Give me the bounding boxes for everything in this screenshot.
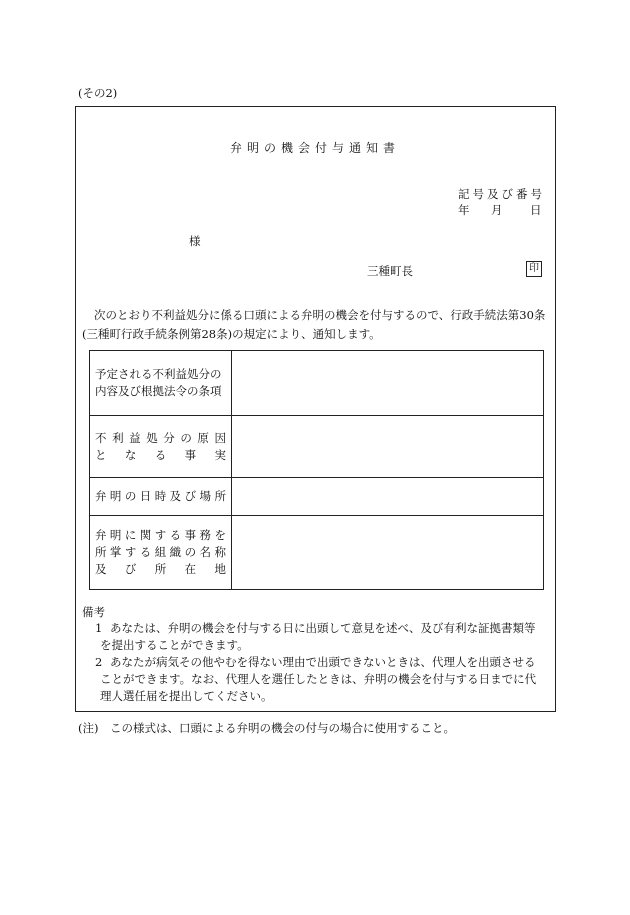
notes-heading: 備考 <box>82 605 105 619</box>
issuer-name: 三種町長 <box>367 264 413 278</box>
footnote: (注) この様式は、口頭による弁明の機会の付与の場合に使用すること。 <box>78 721 455 735</box>
table-row-cause-facts <box>90 415 543 477</box>
row-label-line: 予定される不利益処分の <box>95 367 222 381</box>
table-row-label <box>90 416 232 477</box>
date-day-label: 日 <box>530 203 542 217</box>
table-row-planned-disposition <box>90 351 543 415</box>
table-row-datetime-place <box>90 477 543 515</box>
row-label-line: となる事実 <box>95 447 226 462</box>
form-number-label: (その2) <box>78 86 118 100</box>
row-label-line: 弁明に関する事務を <box>95 528 226 542</box>
table-row-label <box>90 478 232 515</box>
row-label-line: 及び所在地 <box>95 562 226 576</box>
date-year-label: 年 <box>458 203 470 217</box>
note-text: 理人選任届を提出してください。 <box>100 689 273 703</box>
table-row-label <box>90 351 232 415</box>
note-number: 2 <box>95 655 103 669</box>
note-text: あなたは、弁明の機会を付与する日に出頭して意見を述べ、及び有利な証拠書類等 <box>110 621 536 635</box>
addressee-honorific: 様 <box>189 234 201 248</box>
table-row-organization <box>90 515 543 589</box>
row-label-line: 不利益処分の原因 <box>95 430 226 445</box>
notice-body-text: 次のとおり不利益処分に係る口頭による弁明の機会を付与するので、行政手続法第30条(三種町行政手続条例第28条)の規定により、通知します。 <box>82 308 546 341</box>
note-text: ことができます。なお、代理人を選任したときは、弁明の機会を付与する日までに代 <box>100 672 537 686</box>
reference-number-label: 記号及び番号 <box>458 187 545 201</box>
seal-mark: 印 <box>526 261 542 277</box>
note-text: あなたが病気その他やむを得ない理由で出頭できないときは、代理人を出頭させる <box>110 655 536 669</box>
row-label-line: 所掌する組織の名称 <box>95 545 226 559</box>
note-item <box>82 620 556 654</box>
table-row-label <box>90 516 232 589</box>
date-month-label: 月 <box>491 203 503 217</box>
note-text: を提出することができます。 <box>100 638 249 652</box>
row-label-line: 弁明の日時及び場所 <box>95 489 226 503</box>
document-title: 弁明の機会付与通知書 <box>229 141 400 155</box>
note-number: 1 <box>95 621 103 635</box>
info-table <box>89 350 544 590</box>
row-label-line: 内容及び根拠法令の条項 <box>95 384 222 398</box>
note-item <box>82 654 556 705</box>
